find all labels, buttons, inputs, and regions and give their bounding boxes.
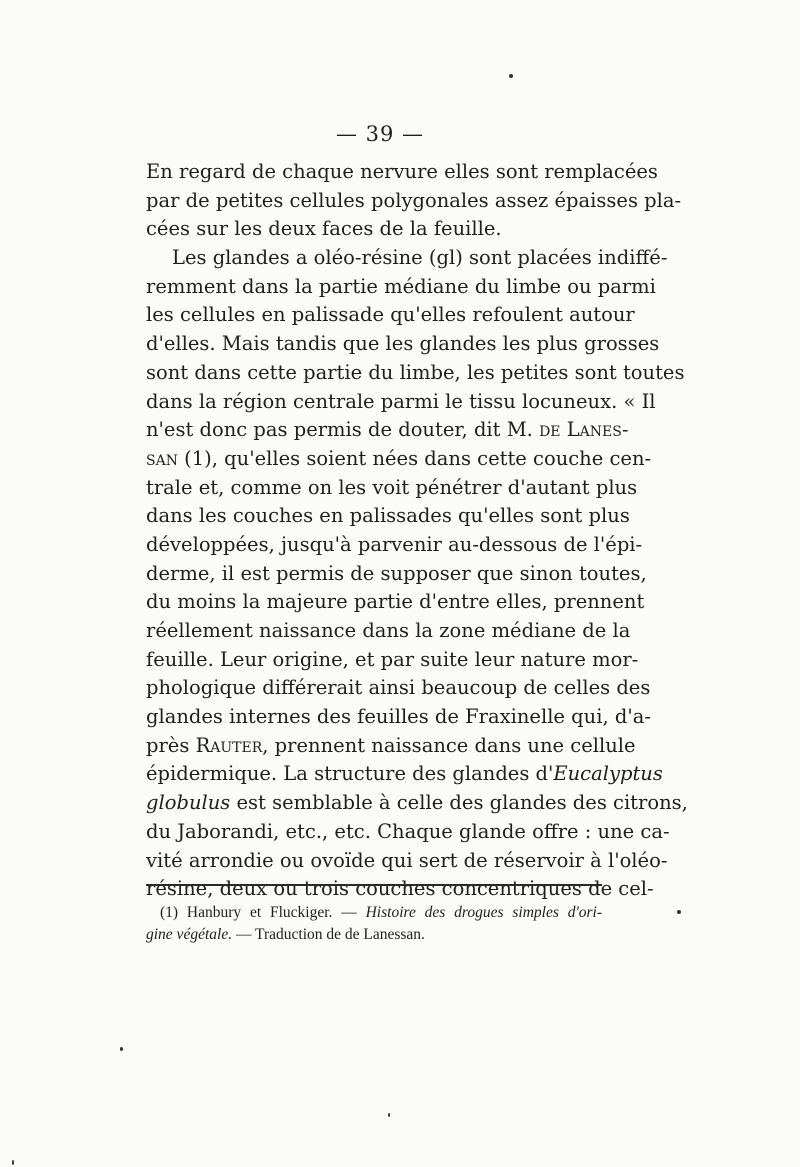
author-name: Rauter: [195, 733, 263, 757]
body-text: [146, 158, 688, 904]
footnote: [146, 902, 602, 946]
text-segment: n'est donc pas permis de douter, dit M.: [146, 418, 540, 442]
text-line: réellement naissance dans la zone médiane de la: [146, 619, 631, 642]
species-name: Eucalyptus: [553, 762, 663, 786]
text-line: d'elles. Mais tandis que les glandes les plus grosses: [146, 332, 660, 356]
text-line: derme, il est permis de supposer que sinon toutes,: [146, 561, 647, 585]
text-line: dans la région centrale parmi le tissu locuneux. « Il: [146, 389, 656, 413]
text-line: du moins la majeure partie d'entre elles, prennent: [146, 590, 645, 614]
page-number: — 39 —: [335, 122, 425, 146]
text-line: du Jaborandi, etc., etc. Chaque glande offre : une ca-: [146, 819, 670, 843]
text-line: glandes internes des feuilles de Fraxinelle qui, d'a-: [146, 705, 651, 729]
text-line: [146, 789, 688, 818]
ink-speck: [509, 74, 513, 78]
footnote-marker: (1): [160, 904, 179, 921]
text-line: les cellules en palissade qu'elles refoulent autour: [146, 303, 635, 327]
text-segment: épidermique. La structure des glandes d': [146, 762, 554, 786]
ink-speck: [120, 1047, 123, 1051]
text-segment: , prennent naissance dans une cellule: [262, 733, 636, 757]
text-segment: (1), qu'elles soient nées dans cette couche cen-: [177, 446, 652, 470]
species-name: globulus: [146, 791, 231, 815]
footnote-authors: Hanbury et Fluckiger. —: [186, 904, 357, 921]
text-line: cées sur les deux faces de la feuille.: [146, 217, 502, 241]
text-line: trale et, comme on les voit pénétrer d'autant plus: [146, 475, 638, 499]
footnote-text: — Traduction de de Lanessan.: [232, 926, 425, 943]
text-line: phologique différerait ainsi beaucoup de celles des: [146, 676, 651, 700]
footnote-title: Histoire des drogues simples d'ori-: [365, 904, 603, 921]
footnote-title: gine végétale.: [146, 926, 233, 943]
text-line: Les glandes a oléo-résine (gl) sont placées indiffé-: [172, 246, 668, 270]
text-line: En regard de chaque nervure elles sont remplacées: [146, 160, 658, 183]
text-line: vité arrondie ou ovoïde qui sert de réservoir à l'oléo-: [146, 848, 668, 872]
ink-speck: [12, 1160, 14, 1165]
text-line: [146, 732, 636, 761]
text-line: résine, deux ou trois couches concentriques de cel-: [146, 877, 654, 901]
text-line: dans les couches en palissades qu'elles sont plus: [146, 504, 630, 528]
text-segment: près: [146, 733, 196, 757]
text-line: sont dans cette partie du limbe, les petites sont toutes: [146, 360, 685, 384]
author-name: san: [146, 446, 178, 470]
footnote-line: [146, 902, 602, 924]
text-line: feuille. Leur origine, et par suite leur nature mor-: [146, 647, 639, 671]
text-line: par de petites cellules polygonales assez épaisses pla-: [146, 188, 682, 212]
ink-speck: [677, 910, 681, 914]
text-line: [146, 416, 629, 445]
footnote-line: [146, 924, 602, 946]
text-line: [146, 760, 663, 789]
text-line: remment dans la partie médiane du limbe ou parmi: [146, 274, 656, 298]
text-segment: est semblable à celle des glandes des citrons,: [230, 791, 688, 815]
text-line: développées, jusqu'à parvenir au-dessous de l'épi-: [146, 532, 643, 556]
text-line: [146, 445, 652, 474]
footnote-rule: [146, 884, 602, 886]
ink-speck: [388, 1113, 390, 1117]
author-name: de Lanes-: [539, 418, 629, 442]
